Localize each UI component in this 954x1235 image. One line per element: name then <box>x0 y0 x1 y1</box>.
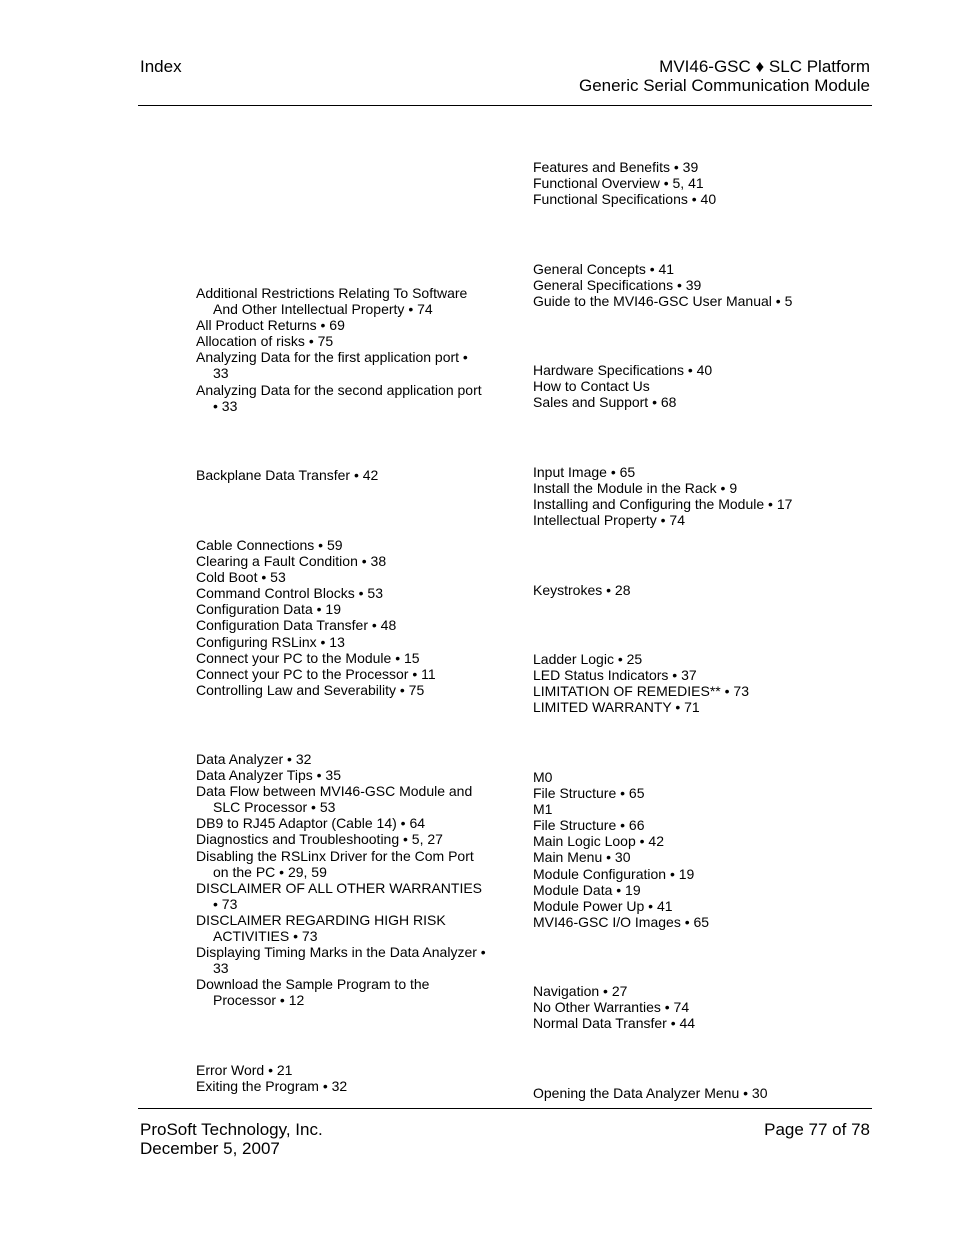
index-subentry: File Structure • 66 <box>533 817 645 834</box>
index-entry: General Concepts • 41 <box>533 261 675 277</box>
publication-date: December 5, 2007 <box>140 1139 280 1158</box>
index-entry: Intellectual Property • 74 <box>533 512 685 529</box>
index-entry: LED Status Indicators • 37 <box>533 667 697 684</box>
index-entry: Installing and Configuring the Module • 17 <box>533 496 793 513</box>
index-entry: Functional Specifications • 40 <box>533 191 717 208</box>
company-name: ProSoft Technology, Inc. <box>140 1120 323 1139</box>
index-group-f <box>533 159 833 207</box>
index-entry: LIMITATION OF REMEDIES** • 73 <box>533 683 749 700</box>
index-group-c <box>196 537 486 698</box>
index-entry: Navigation • 27 <box>533 983 628 999</box>
index-entry: Features and Benefits • 39 <box>533 159 699 175</box>
index-entry: Data Analyzer Tips • 35 <box>196 767 341 784</box>
header-divider <box>138 105 872 106</box>
index-group-a <box>196 285 486 414</box>
index-entry: Clearing a Fault Condition • 38 <box>196 553 387 570</box>
index-entry: Backplane Data Transfer • 42 <box>196 467 379 483</box>
index-entry: Connect your PC to the Processor • 11 <box>196 665 436 682</box>
index-entry: Opening the Data Analyzer Menu • 30 <box>533 1085 768 1101</box>
footer-left <box>140 1120 323 1158</box>
index-entry: DISCLAIMER REGARDING HIGH RISK ACTIVITIES • 73 <box>196 911 446 945</box>
index-entry: Exiting the Program • 32 <box>196 1078 348 1095</box>
index-entry: Main Logic Loop • 42 <box>533 833 664 850</box>
index-entry: Configuration Data • 19 <box>196 601 341 618</box>
index-entry: Main Menu • 30 <box>533 849 631 866</box>
index-entry: M0 <box>533 769 553 785</box>
page-number: Page 77 of 78 <box>764 1120 870 1139</box>
index-entry: Disabling the RSLinx Driver for the Com Port on the PC • 29, 59 <box>196 847 474 880</box>
index-entry: Controlling Law and Severability • 75 <box>196 681 425 698</box>
index-entry: Analyzing Data for the second application port • 33 <box>196 381 482 414</box>
product-title: MVI46-GSC ♦ SLC Platform <box>659 57 870 76</box>
index-entry: Input Image • 65 <box>533 464 636 480</box>
index-entry: Cold Boot • 53 <box>196 569 286 586</box>
index-entry: Additional Restrictions Relating To Software And Other Intellectual Property • 74 <box>196 285 468 318</box>
index-group-b <box>196 467 486 483</box>
index-entry: Command Control Blocks • 53 <box>196 585 383 602</box>
index-group-o <box>533 1085 833 1101</box>
index-entry: Keystrokes • 28 <box>533 582 631 598</box>
index-entry: DB9 to RJ45 Adaptor (Cable 14) • 64 <box>196 815 426 832</box>
index-entry: Functional Overview • 5, 41 <box>533 175 704 192</box>
index-entry: Allocation of risks • 75 <box>196 333 334 350</box>
index-entry: M1 <box>533 801 553 818</box>
index-entry: No Other Warranties • 74 <box>533 999 690 1016</box>
index-subentry: File Structure • 65 <box>533 785 645 802</box>
index-group-i <box>533 464 833 528</box>
index-entry: Connect your PC to the Module • 15 <box>196 649 420 666</box>
index-group-l <box>533 651 833 715</box>
index-entry: Hardware Specifications • 40 <box>533 362 713 378</box>
index-group-e <box>196 1062 486 1094</box>
index-subentry: Sales and Support • 68 <box>533 394 677 411</box>
index-group-m <box>533 769 833 930</box>
index-entry: Module Power Up • 41 <box>533 897 673 914</box>
index-entry: Cable Connections • 59 <box>196 537 343 553</box>
index-entry: Normal Data Transfer • 44 <box>533 1015 696 1032</box>
index-entry: Ladder Logic • 25 <box>533 651 643 667</box>
index-entry: Data Analyzer • 32 <box>196 751 312 767</box>
section-title: Index <box>140 57 182 76</box>
index-entry: Error Word • 21 <box>196 1062 293 1078</box>
index-group-g <box>533 261 833 309</box>
index-group-d <box>196 751 486 1009</box>
index-entry: Module Configuration • 19 <box>533 865 695 882</box>
index-entry: Diagnostics and Troubleshooting • 5, 27 <box>196 831 443 848</box>
index-entry: All Product Returns • 69 <box>196 317 345 334</box>
index-entry: Configuration Data Transfer • 48 <box>196 617 397 634</box>
index-entry: MVI46-GSC I/O Images • 65 <box>533 913 710 930</box>
index-entry: Configuring RSLinx • 13 <box>196 633 345 650</box>
index-entry: Download the Sample Program to the Processor • 12 <box>196 976 430 1009</box>
index-entry: DISCLAIMER OF ALL OTHER WARRANTIES • 73 <box>196 879 483 912</box>
index-entry: General Specifications • 39 <box>533 277 702 294</box>
footer-divider <box>138 1108 872 1109</box>
index-entry: LIMITED WARRANTY • 71 <box>533 699 700 716</box>
index-entry: Analyzing Data for the first application port • 33 <box>196 349 468 382</box>
index-entry: Data Flow between MVI46-GSC Module and SLC Processor • 53 <box>196 783 473 816</box>
index-entry: Guide to the MVI46-GSC User Manual • 5 <box>533 293 793 310</box>
index-group-k <box>533 582 833 598</box>
index-entry: Module Data • 19 <box>533 881 641 898</box>
index-entry: Displaying Timing Marks in the Data Analyzer • 33 <box>196 944 486 977</box>
index-group-h <box>533 362 833 410</box>
product-title-block <box>579 57 870 95</box>
index-entry: How to Contact Us <box>533 378 650 395</box>
index-group-n <box>533 983 833 1031</box>
product-subtitle: Generic Serial Communication Module <box>578 76 870 95</box>
index-entry: Install the Module in the Rack • 9 <box>533 480 738 497</box>
